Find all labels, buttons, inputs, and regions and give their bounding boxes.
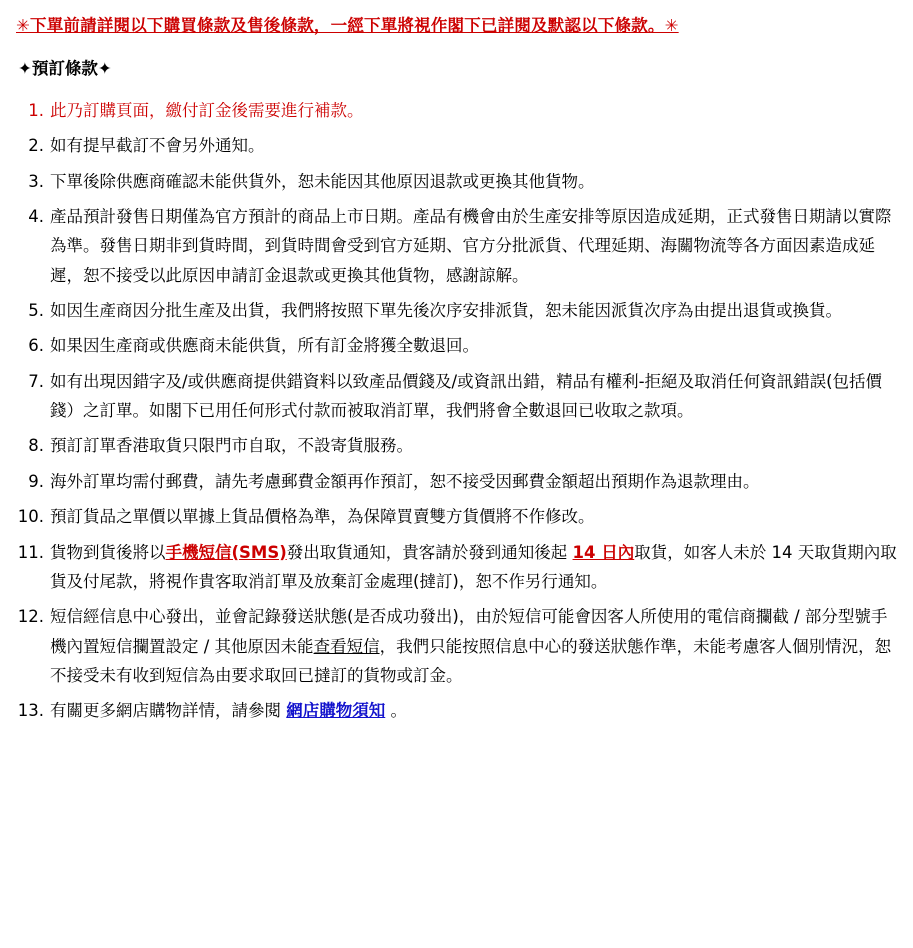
term-text: 產品預計發售日期僅為官方預計的商品上市日期。產品有機會由於生產安排等原因造成延期，正式發售日期請以實際為準。發售日期非到貨時間，到貨時間會受到官方延期、官方分批派貨、代理延期、海關物流等各方面因素造成延遲，恕不接受以此原因申請訂金退款或更換其他貨物，感謝諒解。 [50,206,892,285]
page-title: ✦預訂條款✦ [18,58,112,78]
list-item [14,167,899,196]
list-item [14,696,899,725]
shop-guide-link[interactable]: 網店購物須知 [286,701,386,721]
top-notice: ✳下單前請詳閱以下購買條款及售後條款，一經下單將視作閣下已詳閱及默認以下條款。✳ [16,16,679,35]
term-text-part1: 貨物到貨後將以 [50,542,166,562]
list-item [14,502,899,531]
list-item [14,131,899,160]
term-text: 此乃訂購頁面，繳付訂金後需要進行補款。 [50,100,364,120]
list-item [14,431,899,460]
list-item [14,467,899,496]
list-item [14,602,899,690]
check-sms-underline: 查看短信 [313,636,380,656]
term-text-part2: 。 [390,701,407,721]
term-text: 如果因生產商或供應商未能供貨，所有訂金將獲全數退回。 [50,336,479,356]
terms-list [14,96,899,726]
list-item [14,96,899,125]
term-text-part3: 取貨，如客人未於 14 天取貨期內取貨及付尾款，將視作貴客取消訂單及放棄訂金處理(撻訂)，恕不作另行通知。 [50,542,897,591]
term-text-part1: 有關更多網店購物詳情，請參閱 [50,701,281,721]
sms-highlight: 手機短信(SMS) [165,542,287,562]
list-item [14,296,899,325]
list-item [14,202,899,290]
term-text-part2: ，我們只能按照信息中心的發送狀態作準，未能考慮客人個別情況，恕不接受未有收到短信為由要求取回已撻訂的貨物或訂金。 [50,636,892,685]
list-item [14,367,899,426]
deadline-highlight: 14 日內 [572,542,635,562]
term-text: 預訂訂單香港取貨只限門市自取，不設寄貨服務。 [50,436,413,456]
term-text: 如有出現因錯字及/或供應商提供錯資料以致產品價錢及/或資訊出錯，精品有權利-拒絕及取消任何資訊錯誤(包括價錢）之訂單。如閣下已用任何形式付款而被取消訂單，我們將會全數退回已收取之款項。 [50,371,883,421]
list-item [14,538,899,597]
list-item [14,331,899,360]
term-text: 如因生產商因分批生產及出貨，我們將按照下單先後次序安排派貨，恕未能因派貨次序為由提出退貨或換貨。 [50,301,842,320]
term-text: 下單後除供應商確認未能供貨外，恕未能因其他原因退款或更換其他貨物。 [50,171,595,191]
term-text-part1: 短信經信息中心發出，並會記錄發送狀態(是否成功發出)，由於短信可能會因客人所使用的電信商攔截 / 部分型號手機內置短信攔置設定 / 其他原因未能 [50,607,888,656]
term-text: 如有提早截訂不會另外通知。 [50,136,265,156]
term-text: 預訂貨品之單價以單據上貨品價格為準，為保障買賣雙方貨價將不作修改。 [50,507,595,527]
term-text-part2: 發出取貨通知，貴客請於發到通知後起 [286,542,568,562]
term-text: 海外訂單均需付郵費，請先考慮郵費金額再作預訂，恕不接受因郵費金額超出預期作為退款理由。 [50,471,760,491]
